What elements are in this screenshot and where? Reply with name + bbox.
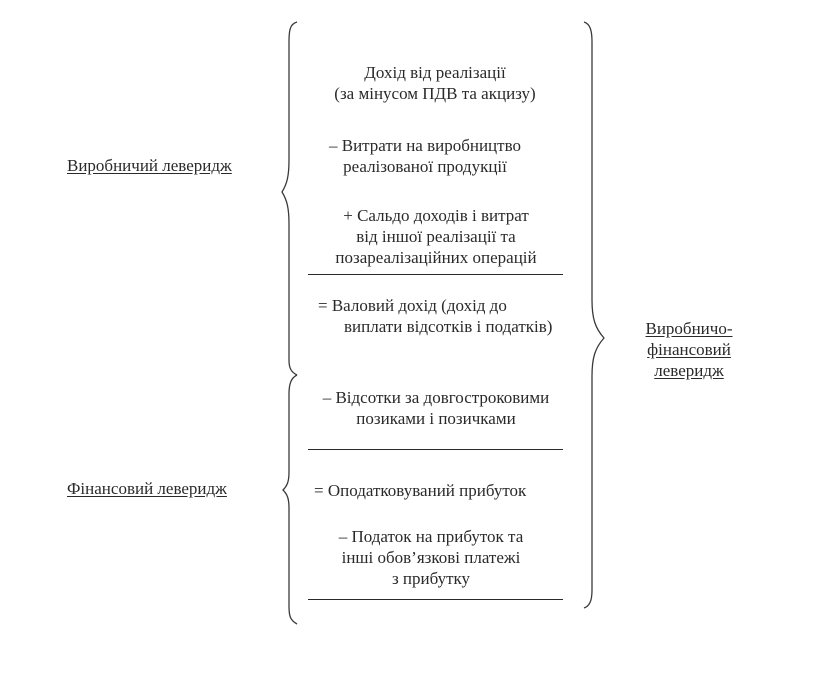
combined-leverage-brace [584, 22, 604, 608]
interest-line-2: позиками і позичками [356, 409, 516, 428]
operating-leverage-label: Виробничий леверидж [67, 156, 232, 175]
revenue-line-2: (за мінусом ПДВ та акцизу) [334, 84, 536, 103]
other-balance-item [310, 205, 562, 268]
combined-leverage-label [630, 318, 748, 381]
combined-leverage-line-2: фінансовий [647, 340, 731, 359]
production-costs-item [300, 135, 550, 177]
gross-income-item [318, 295, 552, 337]
other-balance-line-3: позареалізаційних операцій [335, 248, 537, 267]
operating-leverage-brace [282, 22, 297, 375]
divider-2 [308, 449, 563, 450]
financial-leverage-label: Фінансовий леверидж [67, 479, 227, 498]
combined-leverage-line-1: Виробничо- [645, 319, 733, 338]
interest-item [298, 387, 574, 429]
production-costs-line-1: – Витрати на виробництво [328, 136, 521, 155]
other-balance-line-1: + Сальдо доходів і витрат [343, 206, 529, 225]
gross-income-line-1: = Валовий дохід (дохід до [318, 296, 507, 315]
divider-3 [308, 599, 563, 600]
taxable-profit-item: = Оподатковуваний прибуток [314, 481, 527, 500]
divider-1 [308, 274, 563, 275]
income-tax-line-3: з прибутку [391, 569, 471, 588]
financial-leverage-brace [283, 375, 297, 624]
income-tax-line-2: інші обов’язкові платежі [341, 548, 521, 567]
revenue-item [305, 62, 565, 104]
production-costs-line-2: реалізованої продукції [343, 157, 507, 176]
income-tax-line-1: – Податок на прибуток та [338, 527, 524, 546]
combined-leverage-line-3: леверидж [654, 361, 724, 380]
revenue-line-1: Дохід від реалізації [364, 63, 506, 82]
interest-line-1: – Відсотки за довгостроковими [322, 388, 550, 407]
gross-income-line-2: виплати відсотків і податків) [344, 317, 553, 336]
income-tax-item [306, 526, 556, 589]
other-balance-line-2: від іншої реалізації та [356, 227, 516, 246]
